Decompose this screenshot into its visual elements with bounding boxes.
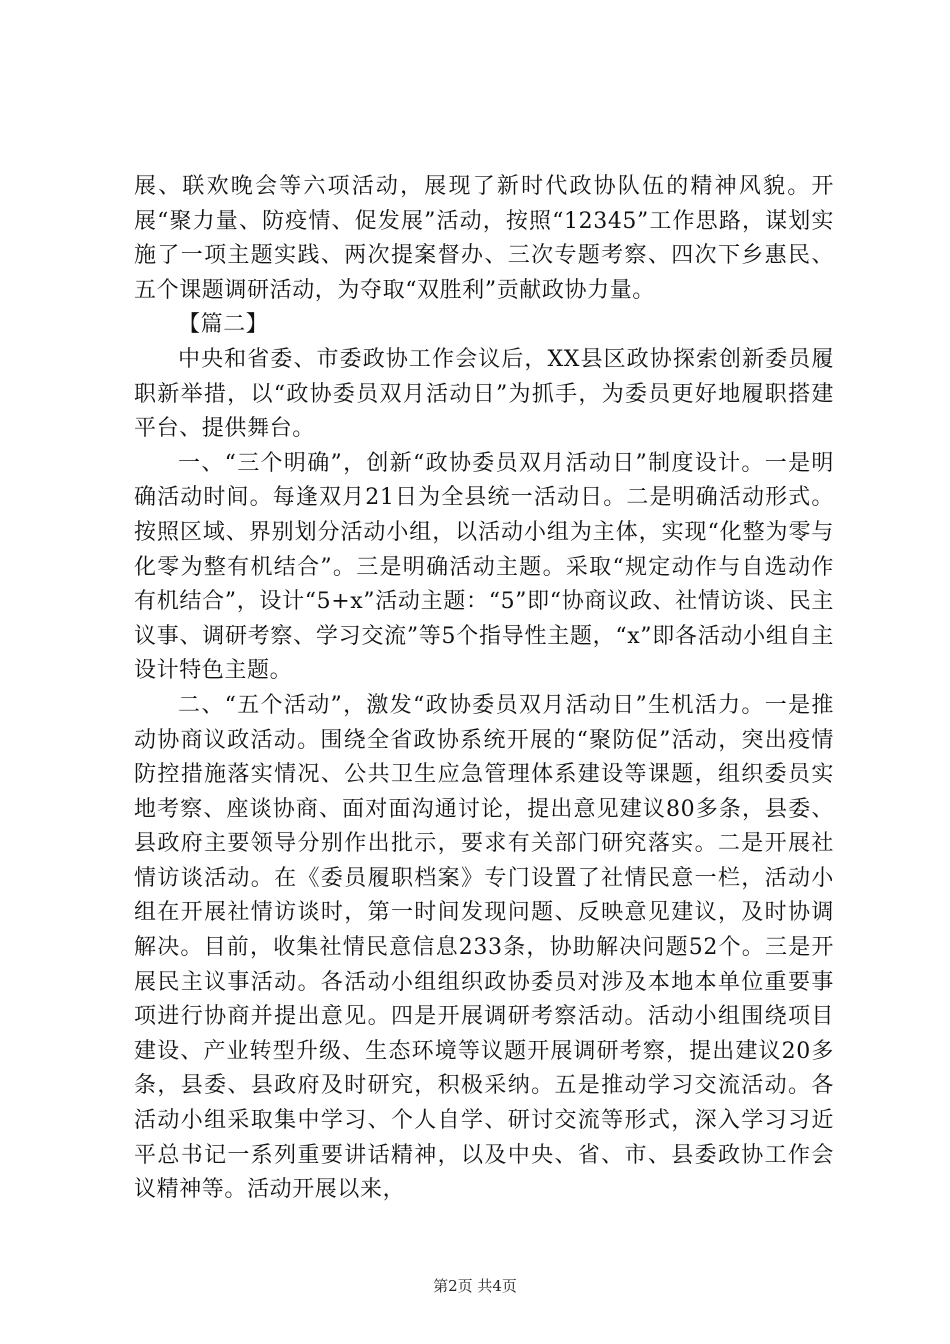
paragraph-continuation: 展、联欢晚会等六项活动，展现了新时代政协队伍的精神风貌。开展“聚力量、防疫情、促发展”活动，按照“12345”工作思路，谋划实施了一项主题实践、两次提案督办、三次专题考察、四次下乡惠民、五个课题调研活动，为夺取“双胜利”贡献政协力量。 xyxy=(134,174,834,303)
document-body xyxy=(134,170,834,1208)
section-heading-part-two: 【篇二】 xyxy=(178,312,269,338)
paragraph-intro: 中央和省委、市委政协工作会议后，XX县区政协探索创新委员履职新举措，以“政协委员双月活动日”为抓手，为委员更好地履职搭建平台、提供舞台。 xyxy=(134,346,834,442)
page-number-footer: 第2页 共4页 xyxy=(433,1277,517,1295)
paragraph-three-clarifications: 一、“三个明确”，创新“政协委员双月活动日”制度设计。一是明确活动时间。每逢双月21日为全县统一活动日。二是明确活动形式。按照区域、界别划分活动小组，以活动小组为主体，实现“化整为零与化零为整有机结合”。三是明确活动主题。采取“规定动作与自选动作有机结合”，设计“5+x”活动主题：“5”即“协商议政、社情访谈、民主议事、调研考察、学习交流”等5个指导性主题，“x”即各活动小组自主设计特色主题。 xyxy=(134,450,834,684)
paragraph-five-activities: 二、“五个活动”，激发“政协委员双月活动日”生机活力。一是推动协商议政活动。围绕全省政协系统开展的“聚防促”活动，突出疫情防控措施落实情况、公共卫生应急管理体系建设等课题，组织委员实地考察、座谈协商、面对面沟通讨论，提出意见建议80多条，县委、县政府主要领导分别作出批示，要求有关部门研究落实。二是开展社情访谈活动。在《委员履职档案》专门设置了社情民意一栏，活动小组在开展社情访谈时，第一时间发现问题、反映意见建议，及时协调解决。目前，收集社情民意信息233条，协助解决问题52个。三是开展民主议事活动。各活动小组组织政协委员对涉及本地本单位重要事项进行协商并提出意见。四是开展调研考察活动。活动小组围绕项目建设、产业转型升级、生态环境等议题开展调研考察，提出建议20多条，县委、县政府及时研究，积极采纳。五是推动学习交流活动。各活动小组采取集中学习、个人自学、研讨交流等形式，深入学习习近平总书记一系列重要讲话精神，以及中央、省、市、县委政协工作会议精神等。活动开展以来， xyxy=(134,692,834,1203)
